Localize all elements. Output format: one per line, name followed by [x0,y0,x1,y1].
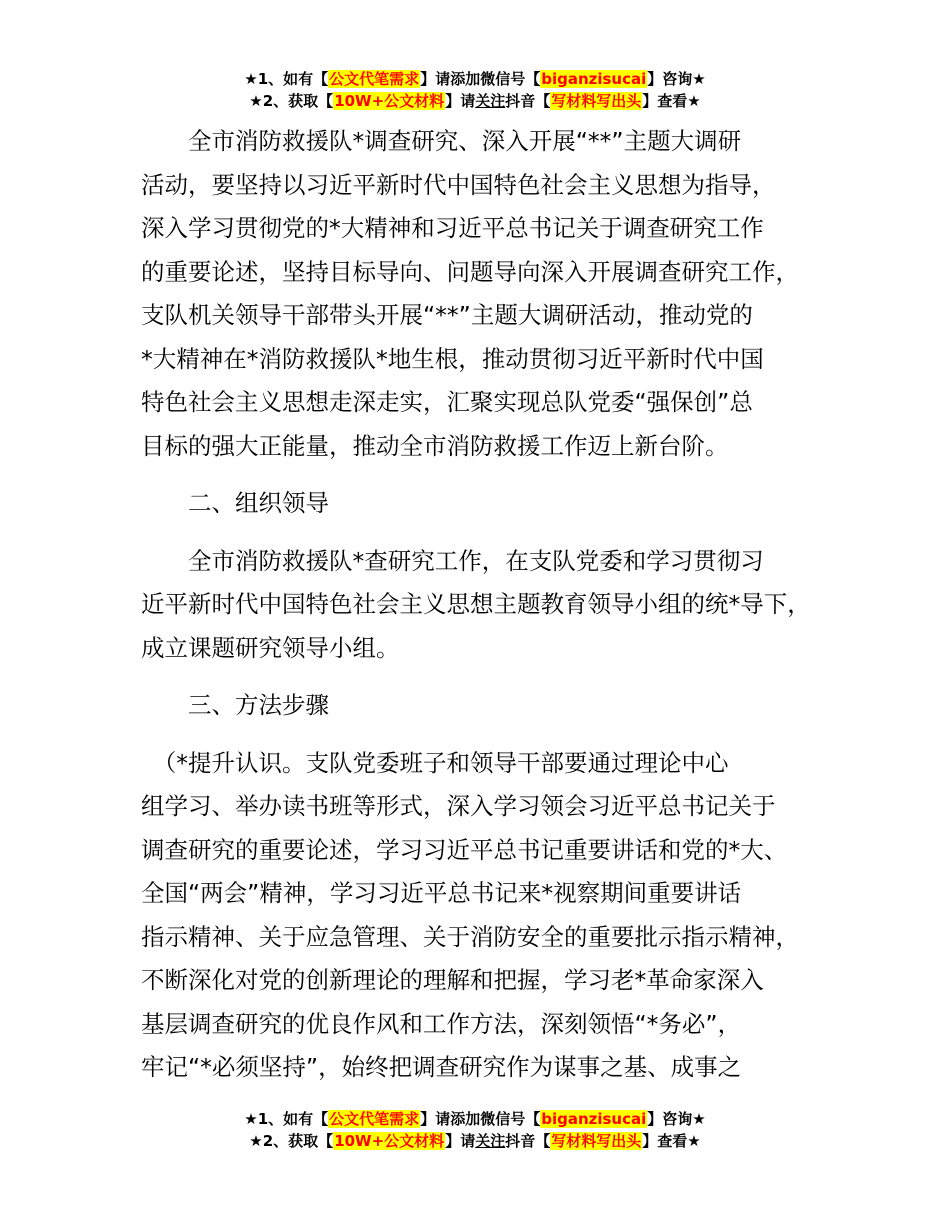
document-body [141,120,836,1090]
banner-line-2 [0,1130,950,1152]
banner-text: ★2、获取【 [249,92,334,110]
banner-text: 】请添加微信号【 [420,1110,541,1128]
text-line: 调查研究的重要论述，学习习近平总书记重要讲话和党的*大、 [141,835,788,864]
highlight-materials: 10W+公文材料 [334,92,445,110]
banner-text: 】查看★ [642,1132,701,1150]
banner-text: ★1、如有【 [244,1110,329,1128]
highlight-service: 公文代笔需求 [329,70,420,88]
follow-text: 关注 [475,92,506,110]
text-line: 成立课题研究领导小组。 [141,633,400,662]
text-line: *大精神在*消防救援队*地生根，推动贯彻习近平新时代中国 [141,344,764,373]
text-line: 支队机关领导干部带头开展“**”主题大调研活动，推动党的 [141,301,753,329]
highlight-douyin: 写材料写出头 [551,92,642,110]
banner-text: 抖音【 [505,92,551,110]
highlight-wechat-id: biganzisucai [541,1110,647,1128]
banner-text: 】请添加微信号【 [420,70,541,88]
paragraph-3 [141,742,836,1090]
banner-text: 】请 [445,1132,476,1150]
text-line: 深入学习贯彻党的*大精神和习近平总书记关于调查研究工作 [141,214,764,242]
banner-text: 】查看★ [642,92,701,110]
text-line: 组学习、举办读书班等形式，深入学习领会习近平总书记关于 [141,792,776,820]
banner-text: ★1、如有【 [244,70,329,88]
header-banner [0,68,950,112]
highlight-douyin: 写材料写出头 [551,1132,642,1150]
paragraph-2 [141,540,836,671]
banner-line-1 [0,1108,950,1130]
text-line: 基层调查研究的优良作风和工作方法，深刻领悟“*务必”， [141,1009,742,1038]
text-line: 牢记“*必须坚持”，始终把调查研究作为谋事之基、成事之 [141,1053,742,1081]
text-line: 不断深化对党的创新理论的理解和把握，学习老*革命家深入 [141,966,764,994]
text-line: （*提升认识。支队党委班子和领导干部要通过理论中心 [141,748,729,777]
follow-text: 关注 [475,1132,506,1150]
banner-text: 】咨询★ [647,70,706,88]
banner-text: ★2、获取【 [249,1132,334,1150]
highlight-service: 公文代笔需求 [329,1110,420,1128]
banner-text: 】请 [445,92,476,110]
text-line: 全国“两会”精神，学习习近平总书记来*视察期间重要讲话 [141,879,742,907]
banner-line-1 [0,68,950,90]
text-line: 全市消防救援队*查研究工作，在支队党委和学习贯彻习 [141,546,764,575]
section-heading-methods: 三、方法步骤 [188,691,329,719]
text-line: 活动，要坚持以习近平新时代中国特色社会主义思想为指导， [141,170,776,199]
text-line: 近平新时代中国特色社会主义思想主题教育领导小组的统*导下， [141,590,811,618]
banner-line-2 [0,90,950,112]
paragraph-1 [141,120,836,468]
highlight-materials: 10W+公文材料 [334,1132,445,1150]
section-heading-organization: 二、组织领导 [188,489,329,517]
banner-text: 抖音【 [505,1132,551,1150]
text-line: 的重要论述，坚持目标导向、问题导向深入开展调查研究工作， [141,257,799,286]
text-line: 指示精神、关于应急管理、关于消防安全的重要批示指示精神， [141,922,799,951]
footer-banner [0,1108,950,1152]
highlight-wechat-id: biganzisucai [541,70,647,88]
banner-text: 】咨询★ [647,1110,706,1128]
text-line: 全市消防救援队*调查研究、深入开展“**”主题大调研 [141,127,742,155]
text-line: 目标的强大正能量，推动全市消防救援工作迈上新台阶。 [141,431,729,460]
text-line: 特色社会主义思想走深走实，汇聚实现总队党委“强保创”总 [141,388,753,416]
